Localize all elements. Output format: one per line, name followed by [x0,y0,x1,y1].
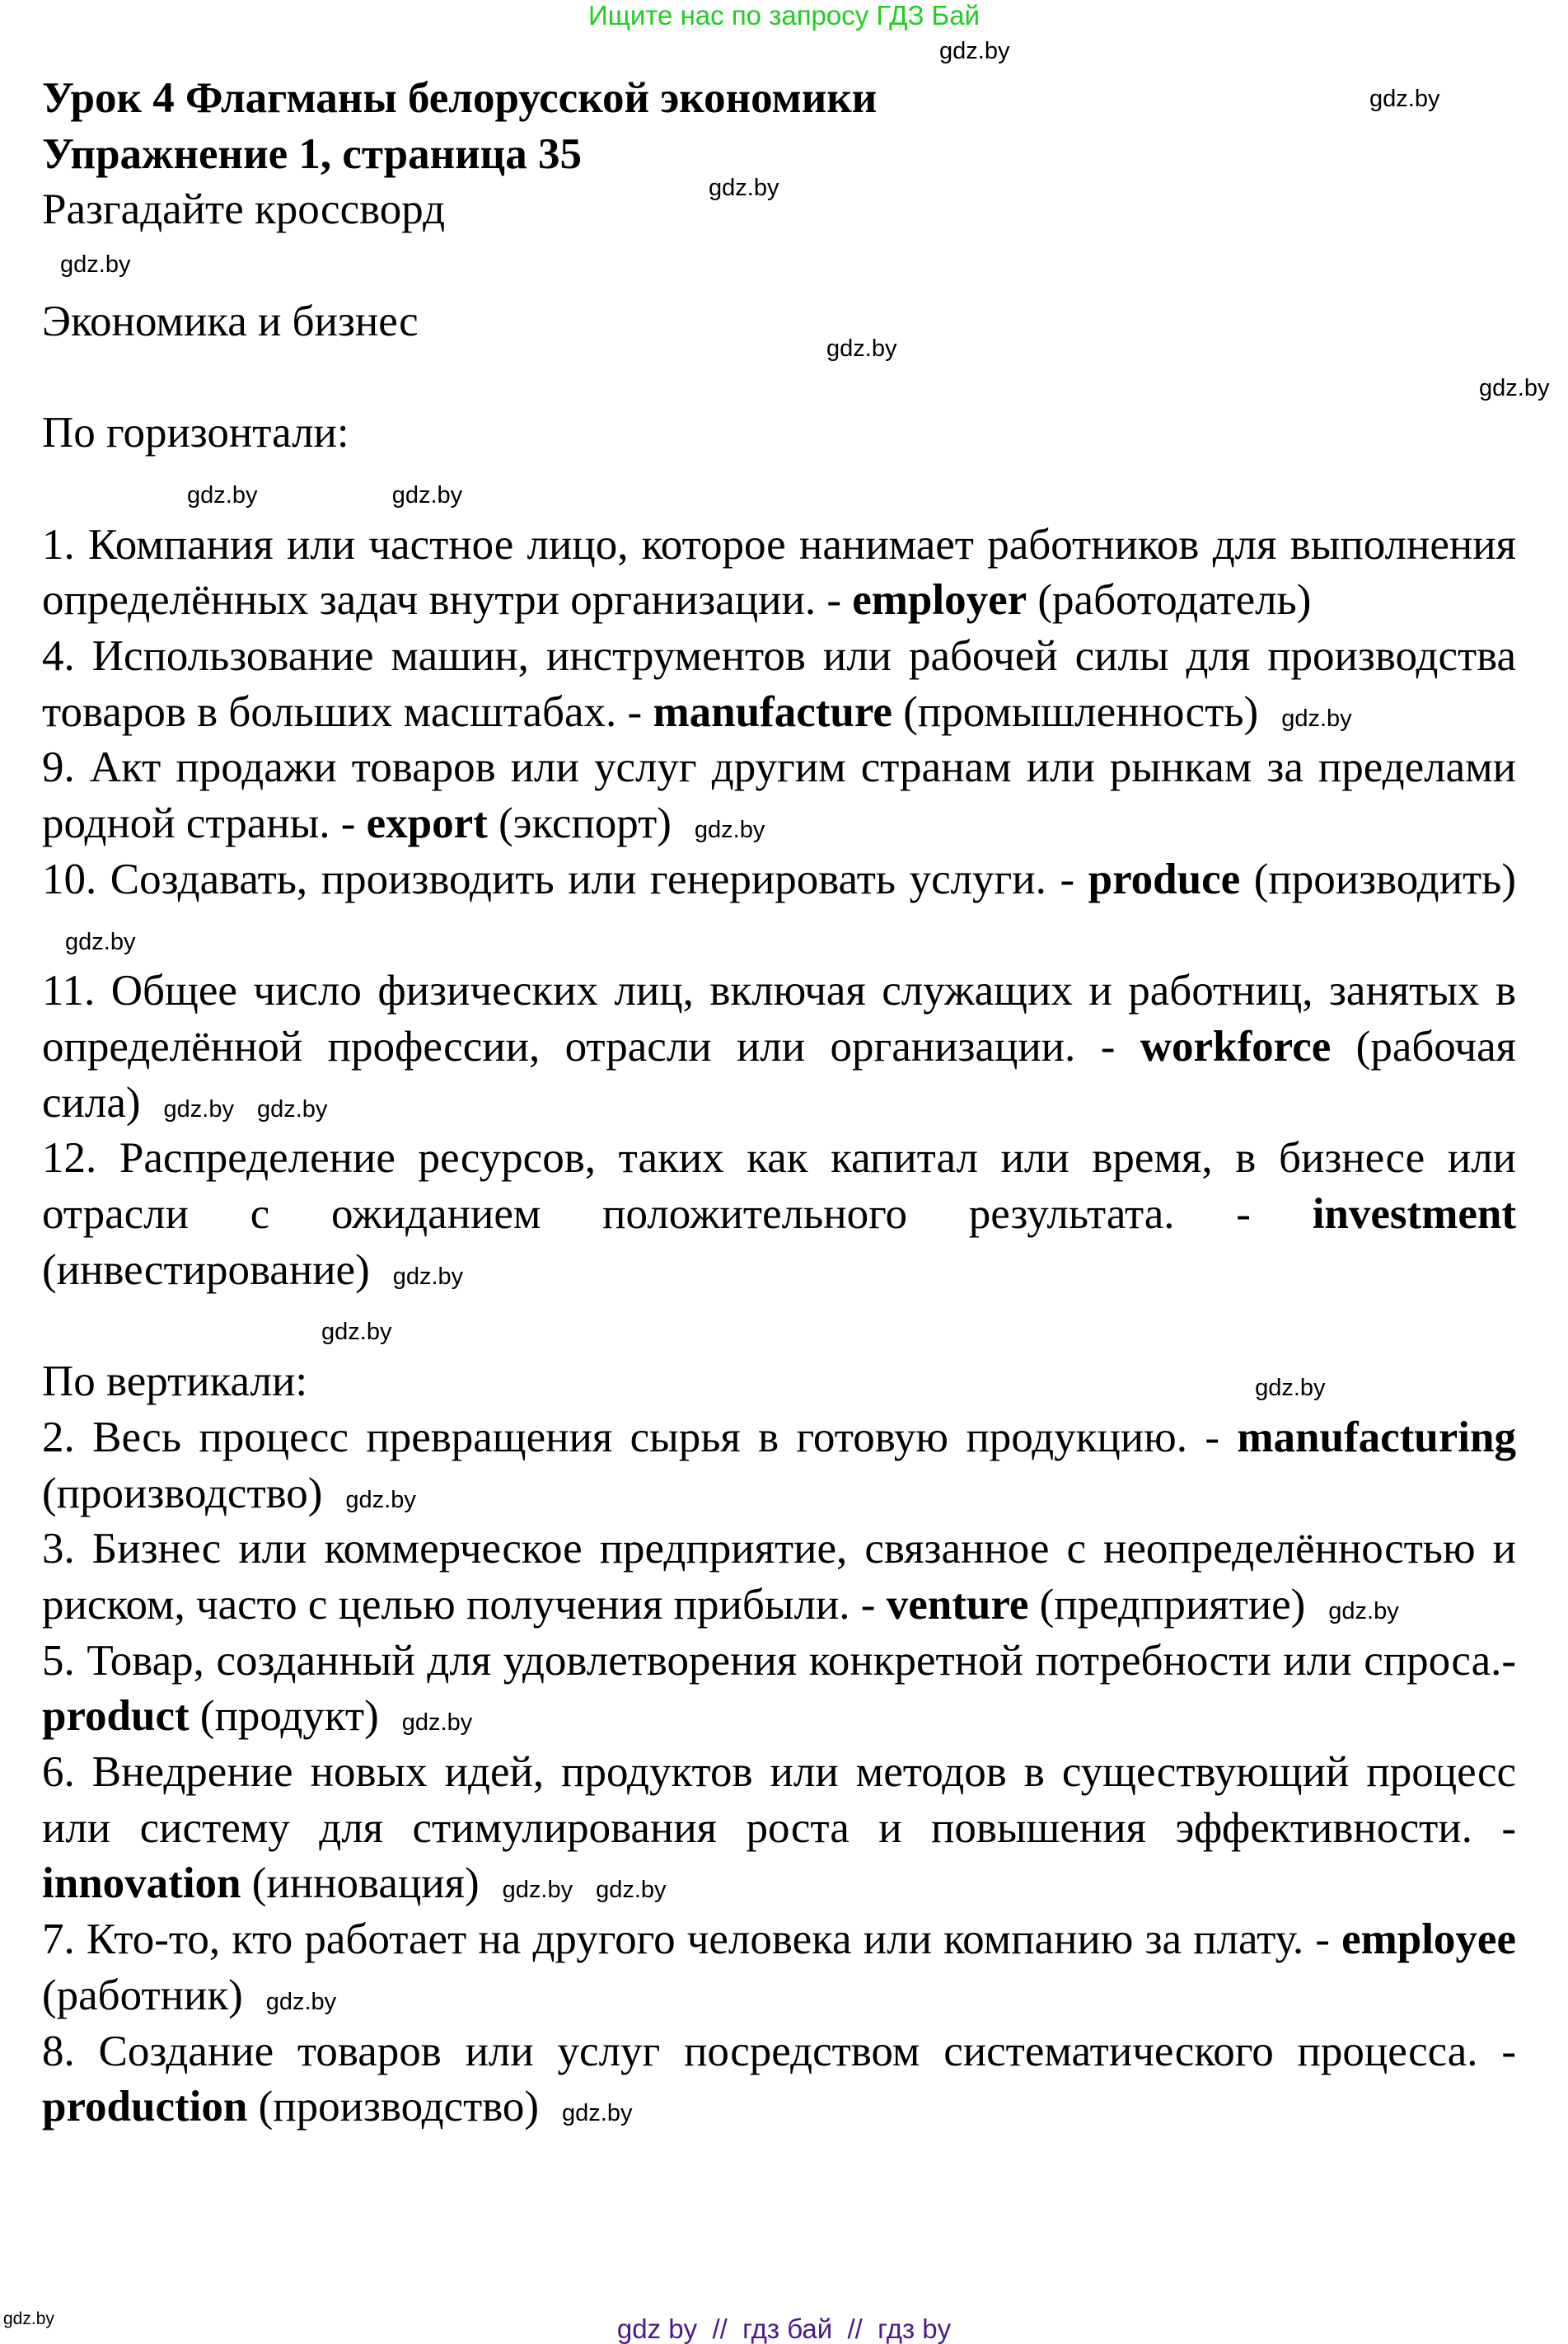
clue-translation: (продукт) [189,1692,379,1741]
clue-answer: employer [852,576,1027,625]
watermark: gdz.by [321,1319,392,1346]
clue-text: 2. Весь процесс превращения сырья в готовую продукцию. - [42,1413,1238,1461]
search-banner[interactable]: Ищите нас по запросу ГДЗ Бай [588,0,980,30]
topic: Экономика и бизнес [42,297,419,345]
watermark: gdz.by [401,1709,473,1737]
clue-item [42,1521,1528,1633]
clue-translation: (рабочая сила) [42,1022,1528,1127]
clue-item [42,2024,1528,2135]
clue-text: 9. Акт продажи товаров или услуг другим странам или рынкам за пределами родной страны. - [42,743,1528,848]
watermark: gdz.by [562,2100,633,2127]
clue-answer: investment [1312,1190,1516,1239]
spacer [42,462,1516,518]
footer-links[interactable]: gdz by // гдз бай // гдз by [616,2314,952,2344]
watermark: gdz.by [709,175,779,201]
watermark: gdz.by [1369,86,1440,112]
watermark: gdz.by [345,1486,416,1513]
clue-answer: produce [1088,855,1241,903]
clue-answer: innovation [42,1859,241,1908]
watermark: gdz.by [3,2309,54,2328]
clue-text: 12. Распределение ресурсов, таких как капитал или время, в бизнесе или отрасли с ожиданием положительного результата. - [42,1134,1528,1239]
document-body [42,71,1528,2135]
clue-text: 1. Компания или частное лицо, которое нанимает работников для выполнения определённых задач внутри организации. - [42,520,1528,625]
clue-text: 4. Использование машин, инструментов или рабочей силы для производства товаров в больших масштабах. - [42,631,1528,736]
watermark: gdz.by [596,1877,667,1904]
vertical-heading [42,1354,1516,1410]
watermark: gdz.by [1328,1597,1399,1624]
clue-answer: production [42,2083,248,2131]
clue-item [42,1912,1528,2023]
clue-text: 8. Создание товаров или услуг посредством систематического процесса. - [42,2027,1528,2075]
clue-item [42,852,1516,963]
watermark: gdz.by [1479,375,1550,401]
spacer [42,1298,1516,1354]
watermark: gdz.by [826,335,897,362]
watermark: gdz.by [256,1095,328,1123]
clue-item [42,740,1528,851]
clue-text: 5. Товар, созданный для удовлетворения конкретной потребности или спроса.- [42,1636,1528,1685]
horizontal-heading: По горизонтали: [42,409,349,457]
watermark: gdz.by [1255,1375,1326,1402]
watermark: gdz.by [265,1988,337,2015]
clue-text: 3. Бизнес или коммерческое предприятие, связанное с неопределённостью и риском, часто с целью получения прибыли. - [42,1525,1528,1629]
watermark: gdz.by [1281,705,1352,732]
clue-answer: export [366,799,488,848]
clue-item [42,963,1528,1131]
watermark: gdz.by [939,38,1010,64]
watermark: gdz.by [694,817,765,844]
watermark: gdz.by [163,1095,234,1123]
clue-answer: manufacture [653,687,892,736]
clue-translation: (промышленность) [892,687,1259,736]
clue-answer: manufacturing [1237,1413,1516,1461]
clue-translation: (работодатель) [1027,576,1312,625]
clue-item [42,518,1528,629]
clue-text: 10. Создавать, производить или генерировать услуги. - [42,855,1088,903]
clue-translation: (производство) [42,1413,1528,1517]
clue-translation: (производство) [247,2083,540,2131]
vertical-heading-text: По вертикали: [42,1357,308,1406]
watermark: gdz.by [60,251,131,278]
watermark: gdz.by [392,1263,464,1290]
clue-translation: (инвестирование) [42,1190,1528,1294]
clue-answer: product [42,1692,190,1741]
instruction: Разгадайте кроссворд [42,185,446,234]
clue-answer: employee [1341,1915,1516,1964]
clue-answer: workforce [1140,1022,1332,1071]
clue-answer: venture [886,1580,1029,1629]
watermark: gdz.by [187,481,258,509]
watermark: gdz.by [502,1877,573,1904]
horizontal-clues [42,518,1528,1299]
clue-translation: (экспорт) [487,799,672,848]
clue-item [42,1745,1528,1912]
clue-item [42,1410,1528,1521]
clue-item [42,1131,1528,1298]
vertical-clues [42,1410,1528,2135]
clue-text: 6. Внедрение новых идей, продуктов или методов в существующий процесс или систему для стимулирования роста и повышения эффективности. - [42,1748,1528,1852]
clue-text: 11. Общее число физических лиц, включая служащих и работниц, занятых в определённой профессии, отрасли или организации. - [42,967,1528,1071]
clue-translation: (предприятие) [1028,1580,1306,1629]
clue-item [42,1634,1528,1745]
watermark: gdz.by [65,928,136,955]
clue-item [42,629,1528,740]
clue-translation: (инновация) [241,1859,480,1908]
clue-translation: (производить) [1240,855,1516,903]
clue-translation: (работник) [42,1915,1528,2019]
clue-text: 7. Кто-то, кто работает на другого человека или компанию за плату. - [42,1915,1342,1964]
exercise-title: Упражнение 1, страница 35 [42,129,582,178]
watermark: gdz.by [391,481,463,509]
lesson-title: Урок 4 Флагманы белорусской экономики [42,74,878,122]
